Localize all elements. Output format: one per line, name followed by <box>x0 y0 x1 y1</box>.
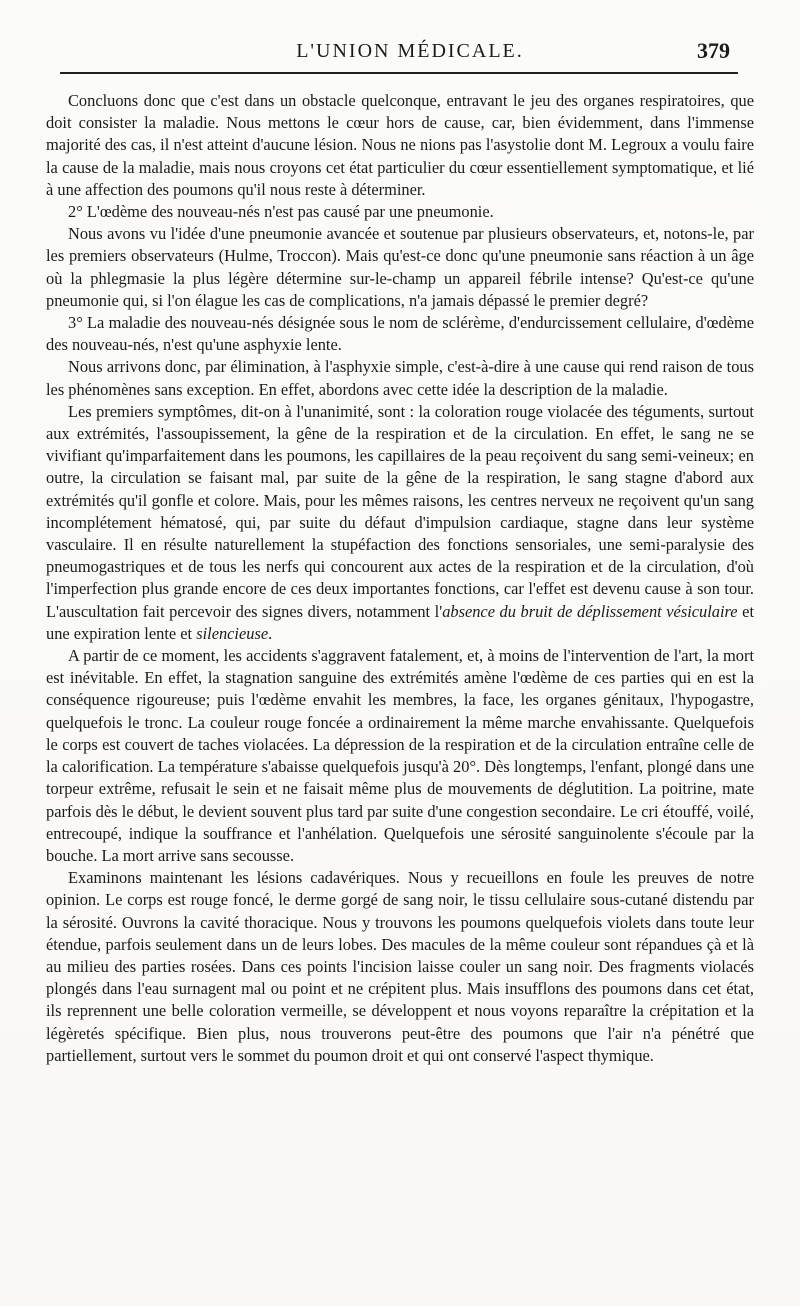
italic-phrase-1: absence du bruit de déplissement vésiculaire <box>442 601 738 621</box>
paragraph-7: A partir de ce moment, les accidents s'aggravent fatalement, et, à moins de l'intervention de l'art, la mort est inévitable. En effet, la stagnation sanguine des extrémités amène l'œdème de ces parties qui en est la conséquence rigoureuse; puis l'œdème envahit les membres, la face, les organes génitaux, l'hypogastre, quelquefois le tronc. La couleur rouge foncée a ordinairement la même marche envahissante. Quelquefois le corps est couvert de taches violacées. La dépression de la respiration et de la circulation entraîne celle de la calorification. La température s'abaisse quelquefois jusqu'à 20°. Dès longtemps, l'enfant, plongé dans une torpeur extrême, refusait le sein et ne faisait même plus de mouvements de déglutition. La poitrine, mate parfois dès le début, le devient souvent plus tard par suite d'une congestion secondaire. Le cri étouffé, voilé, entrecoupé, indique la souffrance et l'anhélation. Quelquefois une sérosité sanguinolente s'écoule par la bouche. La mort arrive sans secousse. <box>46 646 754 865</box>
paragraph-6-text: Les premiers symptômes, dit-on à l'unanimité, sont : la coloration rouge violacée des téguments, surtout aux extrémités, l'assoupissement, la gêne de la respiration et de la circulation. En effet, le sang ne se vivifiant qu'imparfaitement dans les poumons, les capillaires de la peau reçoivent du sang semi-veineux; en outre, la circulation se faisant mal, par suite de la gêne de la respiration, le sang stagne d'abord aux extrémités qu'il gonfle et colore. Mais, pour les mêmes raisons, les centres nerveux ne reçoivent qu'un sang incomplétement hématosé, qui, par suite du défaut d'impulsion cardiaque, stagne dans leur système vasculaire. Il en résulte naturellement la stupéfaction des fonctions sensoriales, une semi-paralysie des pneumogastriques et de tous les nerfs qui concourent aux actes de la respiration et de la circulation, d'où l'imperfection plus grande encore de ces deux importantes fonctions, car l'effet est devenu cause à son tour. L'auscultation fait percevoir des signes divers, notamment l' <box>46 401 754 621</box>
paragraph-1: Concluons donc que c'est dans un obstacle quelconque, entravant le jeu des organes respiratoires, que doit consister la maladie. Nous mettons le cœur hors de cause, car, bien évidemment, dans l'immense majorité des cas, il n'est atteint d'aucune lésion. Nous ne nions pas l'asystolie dont M. Legroux a voulu faire la cause de la maladie, mais nous croyons cet état particulier du cœur essentiellement symptomatique, et lié à une affection des poumons qu'il nous reste à déterminer. <box>46 91 754 199</box>
paragraph-6 <box>46 401 754 645</box>
paragraph-8: Examinons maintenant les lésions cadavériques. Nous y recueillons en foule les preuves de notre opinion. Le corps est rouge foncé, le derme gorgé de sang noir, le tissu cellulaire sous-cutané distendu par la sérosité. Ouvrons la cavité thoracique. Nous y trouvons les poumons quelquefois violets dans toute leur étendue, parfois seulement dans un de leurs lobes. Des macules de la même couleur sont répandues çà et là au milieu des parties rosées. Dans ces points l'incision laisse couler un sang noir. Des fragments violacés plongés dans l'eau surnagent mal ou point et ne crépitent plus. Mais insufflons des poumons dans cet état, ils reprennent une belle coloration vermeille, se développent et nous voyons reparaître la crépitation et la légèretés spécifique. Bien plus, nous trouverons peut-être des poumons que l'air n'a pénétré que partiellement, surtout vers le sommet du poumon droit et qui ont conservé l'aspect thymique. <box>46 868 754 1065</box>
paragraph-3: Nous avons vu l'idée d'une pneumonie avancée et soutenue par plusieurs observateurs, et, notons-le, par les premiers observateurs (Hulme, Troccon). Mais qu'est-ce donc qu'une pneumonie sans réaction à un âge où la phlegmasie la plus légère détermine sur-le-champ un appareil fébrile intense? Qu'est-ce qu'une pneumonie qui, si l'on élague les cas de complications, n'a jamais dépassé le premier degré? <box>46 224 754 310</box>
header-rule <box>60 72 738 74</box>
paragraph-6-middle: et une expiration lente et <box>46 601 755 643</box>
body-text <box>46 90 754 1067</box>
page-header <box>60 38 760 70</box>
paragraph-6-end: . <box>268 623 273 643</box>
page-number: 379 <box>697 38 730 63</box>
paragraph-2: 2° L'œdème des nouveau-nés n'est pas causé par une pneumonie. <box>68 202 494 222</box>
running-title: L'UNION MÉDICALE. <box>296 40 524 62</box>
paragraph-4: 3° La maladie des nouveau-nés désignée sous le nom de sclérème, d'endurcissement cellulaire, d'œdème des nouveau-nés, n'est qu'une asphyxie lente. <box>46 313 754 355</box>
paragraph-5: Nous arrivons donc, par élimination, à l'asphyxie simple, c'est-à-dire à une cause qui rend raison de tous les phénomènes sans exception. En effet, abordons avec cette idée la description de la maladie. <box>46 357 754 399</box>
italic-phrase-2: silencieuse <box>196 623 269 643</box>
